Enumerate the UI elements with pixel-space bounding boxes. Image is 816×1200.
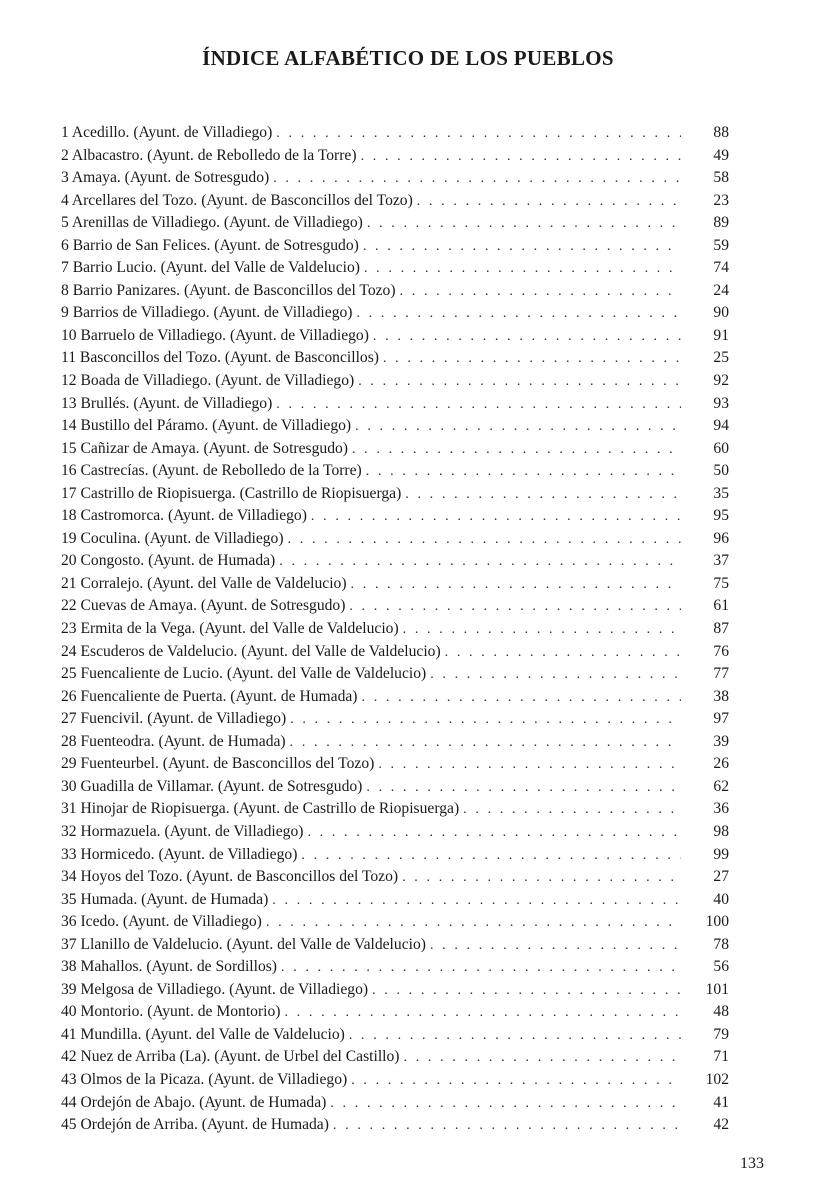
entry-page-number: 79	[713, 1025, 729, 1043]
index-entry	[61, 147, 729, 170]
entry-page-number: 78	[713, 935, 729, 953]
dot-leader	[405, 487, 681, 503]
dot-leader	[403, 622, 681, 638]
entry-text: 38 Mahallos. (Ayunt. de Sordillos)	[61, 958, 277, 976]
index-entry	[61, 643, 729, 666]
entry-page-number: 102	[705, 1070, 729, 1088]
index-entry	[61, 665, 729, 688]
entry-page-number: 48	[713, 1003, 729, 1021]
index-entry	[61, 259, 729, 282]
index-entry	[61, 913, 729, 936]
entry-text: 24 Escuderos de Valdelucio. (Ayunt. del Valle de Valdelucio)	[61, 642, 441, 660]
dot-leader	[430, 667, 681, 683]
entry-page-number: 98	[713, 822, 729, 840]
entry-text: 2 Albacastro. (Ayunt. de Rebolledo de la Torre)	[61, 146, 357, 164]
entry-text: 14 Bustillo del Páramo. (Ayunt. de Villadiego)	[61, 417, 352, 435]
entry-page-number: 71	[713, 1048, 729, 1066]
dot-leader	[402, 870, 681, 886]
entry-text: 16 Castrecías. (Ayunt. de Rebolledo de la Torre)	[61, 462, 362, 480]
dot-leader	[358, 374, 681, 390]
entry-text: 15 Cañizar de Amaya. (Ayunt. de Sotresgudo)	[61, 439, 348, 457]
dot-leader	[355, 419, 681, 435]
dot-leader	[288, 532, 681, 548]
entry-text: 4 Arcellares del Tozo. (Ayunt. de Basconcillos del Tozo)	[61, 191, 413, 209]
entry-page-number: 42	[713, 1116, 729, 1134]
entry-text: 5 Arenillas de Villadiego. (Ayunt. de Villadiego)	[61, 214, 363, 232]
index-entry	[61, 349, 729, 372]
entry-text: 27 Fuencivil. (Ayunt. de Villadiego)	[61, 710, 287, 728]
index-entry	[61, 778, 729, 801]
index-entry	[61, 981, 729, 1004]
entry-text: 26 Fuencaliente de Puerta. (Ayunt. de Humada)	[61, 687, 358, 705]
dot-leader	[383, 351, 681, 367]
index-entry	[61, 237, 729, 260]
dot-leader	[330, 1096, 681, 1112]
entry-text: 40 Montorio. (Ayunt. de Montorio)	[61, 1003, 281, 1021]
entry-page-number: 50	[713, 462, 729, 480]
dot-leader	[351, 1073, 681, 1089]
entry-page-number: 92	[713, 372, 729, 390]
index-entry	[61, 688, 729, 711]
entry-page-number: 37	[713, 552, 729, 570]
entry-page-number: 60	[713, 439, 729, 457]
entry-text: 31 Hinojar de Riopisuerga. (Ayunt. de Castrillo de Riopisuerga)	[61, 800, 460, 818]
entry-text: 12 Boada de Villadiego. (Ayunt. de Villadiego)	[61, 372, 355, 390]
index-entry	[61, 282, 729, 305]
index-entry	[61, 169, 729, 192]
dot-leader	[363, 239, 681, 255]
entry-text: 8 Barrio Panizares. (Ayunt. de Basconcillos del Tozo)	[61, 281, 396, 299]
entry-text: 23 Ermita de la Vega. (Ayunt. del Valle de Valdelucio)	[61, 620, 399, 638]
dot-leader	[301, 848, 681, 864]
entry-text: 20 Congosto. (Ayunt. de Humada)	[61, 552, 276, 570]
entry-text: 30 Guadilla de Villamar. (Ayunt. de Sotresgudo)	[61, 777, 363, 795]
index-entry	[61, 1048, 729, 1071]
page-title: ÍNDICE ALFABÉTICO DE LOS PUEBLOS	[202, 46, 614, 71]
entry-text: 34 Hoyos del Tozo. (Ayunt. de Basconcillos del Tozo)	[61, 868, 399, 886]
entry-page-number: 101	[705, 980, 729, 998]
entry-page-number: 26	[713, 755, 729, 773]
entry-page-number: 77	[713, 665, 729, 683]
index-entry	[61, 710, 729, 733]
entry-page-number: 76	[713, 642, 729, 660]
index-entry	[61, 552, 729, 575]
entry-page-number: 88	[713, 124, 729, 141]
dot-leader	[378, 757, 681, 773]
page-number: 133	[740, 1155, 764, 1172]
entry-text: 43 Olmos de la Picaza. (Ayunt. de Villadiego)	[61, 1070, 348, 1088]
index-entry	[61, 304, 729, 327]
dot-leader	[273, 171, 681, 187]
index-entry	[61, 755, 729, 778]
dot-leader	[284, 1005, 681, 1021]
index-entry	[61, 597, 729, 620]
index-entry	[61, 823, 729, 846]
dot-leader	[417, 194, 681, 210]
index-entry	[61, 530, 729, 553]
entry-text: 1 Acedillo. (Ayunt. de Villadiego)	[61, 124, 273, 141]
dot-leader	[276, 397, 681, 413]
dot-leader	[349, 599, 681, 615]
entry-text: 17 Castrillo de Riopisuerga. (Castrillo de Riopisuerga)	[61, 484, 402, 502]
entry-page-number: 23	[713, 191, 729, 209]
entry-text: 41 Mundilla. (Ayunt. del Valle de Valdelucio)	[61, 1025, 345, 1043]
dot-leader	[373, 329, 681, 345]
entry-page-number: 39	[713, 732, 729, 750]
entry-page-number: 97	[713, 710, 729, 728]
entry-page-number: 99	[713, 845, 729, 863]
entry-text: 6 Barrio de San Felices. (Ayunt. de Sotresgudo)	[61, 236, 359, 254]
dot-leader	[279, 554, 681, 570]
index-entry	[61, 620, 729, 643]
entry-text: 25 Fuencaliente de Lucio. (Ayunt. del Valle de Valdelucio)	[61, 665, 427, 683]
dot-leader	[272, 893, 681, 909]
entry-page-number: 49	[713, 146, 729, 164]
entry-page-number: 25	[713, 349, 729, 367]
entry-text: 35 Humada. (Ayunt. de Humada)	[61, 890, 269, 908]
entry-text: 9 Barrios de Villadiego. (Ayunt. de Villadiego)	[61, 304, 353, 322]
dot-leader	[463, 802, 681, 818]
entry-page-number: 94	[713, 417, 729, 435]
index-entry	[61, 1026, 729, 1049]
dot-leader	[307, 825, 681, 841]
entry-text: 19 Coculina. (Ayunt. de Villadiego)	[61, 529, 284, 547]
entry-page-number: 74	[713, 259, 729, 277]
dot-leader	[351, 577, 681, 593]
entry-text: 18 Castromorca. (Ayunt. de Villadiego)	[61, 507, 307, 525]
entry-page-number: 41	[713, 1093, 729, 1111]
entry-text: 29 Fuenteurbel. (Ayunt. de Basconcillos del Tozo)	[61, 755, 375, 773]
index-entry	[61, 800, 729, 823]
dot-leader	[290, 735, 681, 751]
dot-leader	[362, 690, 682, 706]
index-entry	[61, 372, 729, 395]
dot-leader	[366, 464, 681, 480]
entry-text: 28 Fuenteodra. (Ayunt. de Humada)	[61, 732, 286, 750]
entry-page-number: 75	[713, 574, 729, 592]
index-entry	[61, 846, 729, 869]
index-entry	[61, 936, 729, 959]
index-entry	[61, 958, 729, 981]
entry-page-number: 89	[713, 214, 729, 232]
entry-text: 39 Melgosa de Villadiego. (Ayunt. de Villadiego)	[61, 980, 369, 998]
entry-page-number: 56	[713, 958, 729, 976]
dot-leader	[430, 938, 681, 954]
index-entry	[61, 575, 729, 598]
entry-page-number: 100	[705, 913, 729, 931]
index-entry	[61, 192, 729, 215]
entry-text: 7 Barrio Lucio. (Ayunt. del Valle de Valdelucio)	[61, 259, 360, 277]
entry-text: 45 Ordejón de Arriba. (Ayunt. de Humada)	[61, 1116, 329, 1134]
entry-text: 13 Brullés. (Ayunt. de Villadiego)	[61, 394, 273, 412]
entry-text: 32 Hormazuela. (Ayunt. de Villadiego)	[61, 822, 304, 840]
index-entry	[61, 462, 729, 485]
index-entry	[61, 868, 729, 891]
index-entry	[61, 1071, 729, 1094]
entry-page-number: 93	[713, 394, 729, 412]
index-entry	[61, 733, 729, 756]
entry-page-number: 90	[713, 304, 729, 322]
dot-leader	[372, 983, 681, 999]
entry-page-number: 61	[713, 597, 729, 615]
entry-text: 44 Ordejón de Abajo. (Ayunt. de Humada)	[61, 1093, 327, 1111]
entry-text: 11 Basconcillos del Tozo. (Ayunt. de Basconcillos)	[61, 349, 379, 367]
entry-text: 10 Barruelo de Villadiego. (Ayunt. de Villadiego)	[61, 326, 369, 344]
dot-leader	[333, 1118, 681, 1134]
entry-page-number: 27	[713, 868, 729, 886]
index-entry	[61, 214, 729, 237]
entry-page-number: 95	[713, 507, 729, 525]
dot-leader	[356, 306, 681, 322]
dot-leader	[445, 645, 681, 661]
entry-text: 21 Corralejo. (Ayunt. del Valle de Valdelucio)	[61, 574, 347, 592]
entry-page-number: 58	[713, 169, 729, 187]
index-entry	[61, 327, 729, 350]
dot-leader	[400, 284, 681, 300]
index-entry	[61, 440, 729, 463]
entry-text: 22 Cuevas de Amaya. (Ayunt. de Sotresgudo)	[61, 597, 346, 615]
dot-leader	[349, 1028, 681, 1044]
entry-page-number: 36	[713, 800, 729, 818]
entry-text: 36 Icedo. (Ayunt. de Villadiego)	[61, 913, 262, 931]
entry-page-number: 91	[713, 326, 729, 344]
entry-text: 37 Llanillo de Valdelucio. (Ayunt. del Valle de Valdelucio)	[61, 935, 426, 953]
entry-page-number: 40	[713, 890, 729, 908]
dot-leader	[281, 960, 681, 976]
dot-leader	[266, 915, 681, 931]
dot-leader	[404, 1050, 682, 1066]
entry-page-number: 59	[713, 236, 729, 254]
dot-leader	[361, 149, 681, 165]
dot-leader	[352, 442, 681, 458]
entry-page-number: 24	[713, 281, 729, 299]
dot-leader	[276, 126, 681, 142]
index-list	[61, 124, 729, 1139]
index-entry	[61, 1094, 729, 1117]
entry-text: 3 Amaya. (Ayunt. de Sotresgudo)	[61, 169, 270, 187]
entry-page-number: 96	[713, 529, 729, 547]
index-entry	[61, 507, 729, 530]
entry-page-number: 62	[713, 777, 729, 795]
index-entry	[61, 395, 729, 418]
entry-text: 33 Hormicedo. (Ayunt. de Villadiego)	[61, 845, 298, 863]
index-entry	[61, 891, 729, 914]
dot-leader	[290, 712, 681, 728]
dot-leader	[364, 261, 681, 277]
entry-text: 42 Nuez de Arriba (La). (Ayunt. de Urbel del Castillo)	[61, 1048, 400, 1066]
entry-page-number: 87	[713, 620, 729, 638]
entry-page-number: 38	[713, 687, 729, 705]
index-entry	[61, 417, 729, 440]
index-entry	[61, 1116, 729, 1139]
entry-page-number: 35	[713, 484, 729, 502]
index-entry	[61, 124, 729, 147]
dot-leader	[366, 780, 681, 796]
index-entry	[61, 485, 729, 508]
index-entry	[61, 1003, 729, 1026]
dot-leader	[367, 216, 681, 232]
dot-leader	[311, 509, 681, 525]
